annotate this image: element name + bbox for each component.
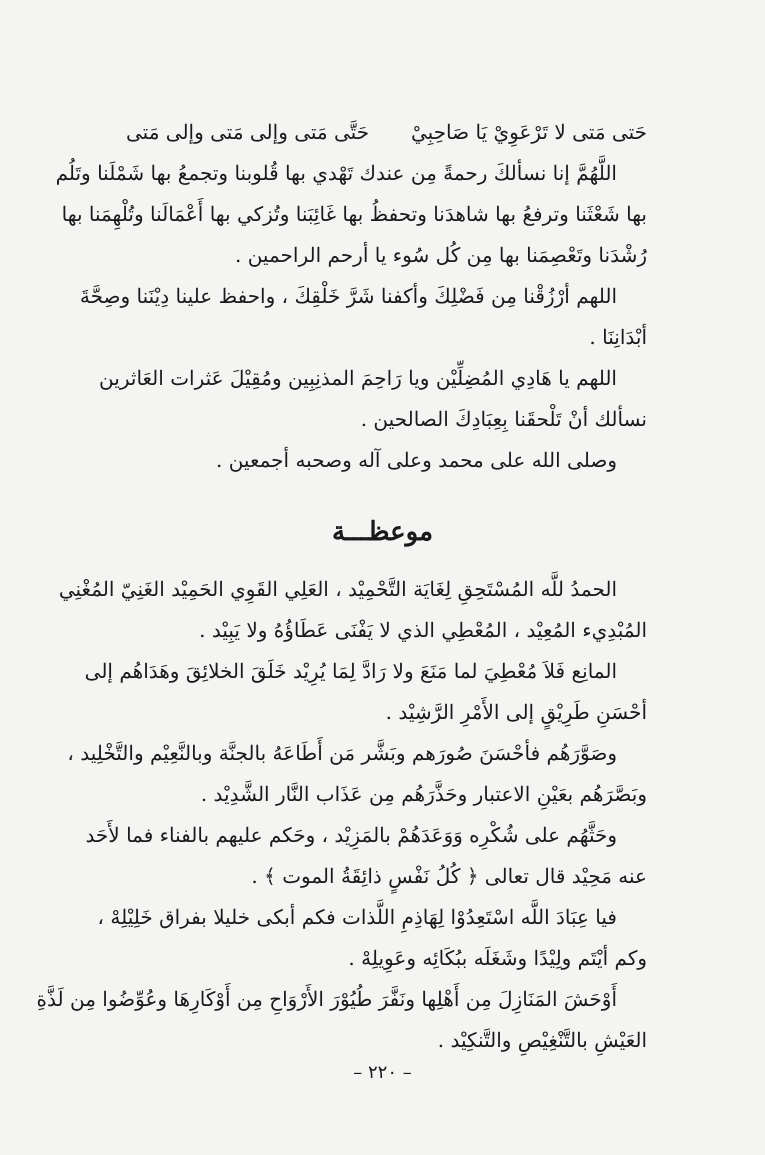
sermon-paragraph (97, 897, 647, 979)
prayer-paragraph (99, 358, 647, 440)
text-line: عنه مَحِيْد قال تعالى ﴿ كُلُ نَفْسٍ ذائِقَةُ الموت ﴾ . (251, 864, 647, 888)
poem-left-hemistich: حَتَّى مَتى وإلى مَتى وإلى مَتى (126, 120, 370, 144)
page-number: – ٢٢٠ – (353, 1062, 412, 1083)
text-line: المُبْدِيء المُعِيْد ، المُعْطِي الذي لا يَفْنَى عَطَاؤُهُ ولا يَبِيْد . (199, 618, 647, 642)
sermon-paragraph (58, 569, 647, 651)
prayer-paragraph (79, 276, 647, 358)
prayer-section (55, 153, 647, 481)
text-line: أبْدَانِنَا . (589, 325, 647, 349)
sermon-paragraph (85, 815, 647, 897)
text-line: اللَّهُمَّ إنا نسألكَ رحمةً مِن عندك تَهْدي بها قُلوبنا وتجمعُ بها شَمْلَنا وتَلُم (55, 161, 617, 185)
sermon-section (36, 569, 647, 1061)
text-line: المانِع فَلاَ مُعْطِيَ لما مَنَعَ ولا رَادَّ لِمَا يُرِيْد خَلَقَ الخلائِقَ وهَدَاهُم إلى (84, 659, 617, 683)
poem-verse (118, 112, 647, 153)
text-line: نسألك أنْ تَلْحقَنا بِعِبَادِكَ الصالحين . (360, 407, 647, 431)
text-line: الحمدُ للَّه المُسْتَحِقِ لِغَايَة التَّحْمِيْد ، العَلِي القَوِي الحَمِيْد الغَنِيّ المُغْنِي (58, 577, 617, 601)
prayer-paragraph (55, 153, 647, 276)
text-line: وحَثَّهُم على شُكْرِه وَوَعَدَهُمْ بالمَزِيْد ، وحَكم عليهم بالفناء فما لأَحَد (85, 823, 617, 847)
poem-right-hemistich: حَتى مَتى لا تَرْعَوِيْ يَا صَاحِبِيْ (410, 120, 647, 144)
text-line: وصلى الله على محمد وعلى آله وصحبه أجمعين . (215, 448, 617, 472)
text-line: اللهم أرْزُقْنا مِن فَضْلِكَ وأكفنا شَرَّ خَلْقِكَ ، واحفظ علينا دِيْنَنا وصِحَّةَ (79, 284, 617, 308)
text-line: وصَوَّرَهُم فأحْسَنَ صُورَهم وبَشَّر مَن أَطَاعَهُ بالجنَّة وبالنَّعِيْم والتَّخْلِيد ، (67, 741, 617, 765)
text-line: رُشْدَنا وتَعْصِمَنا بها مِن كُل سُوء يا أرحم الراحمين . (234, 243, 647, 267)
text-line: اللهم يا هَادِي المُضِلِّيْن ويا رَاحِمَ المذنِبِين ومُقِيْلَ عَثرات العَاثرين (99, 366, 617, 390)
text-line: بها شَعْثَنا وترفعُ بها شاهدَنا وتحفظُ بها غَائِبَنا وتُزكي بها أَعْمَالَنا وتُلْهِمَنا بها (61, 202, 647, 226)
text-line: فيا عِبَادَ اللَّه اسْتَعِدُوْا لِهَاذِمِ اللَّذات فكم أبكى خليلا بفراق خَلِيْلِهْ ، (97, 905, 617, 929)
text-line: العَيْشِ بالتَّنْغِيْصِ والتَّنكِيْد . (437, 1028, 647, 1052)
text-line: وبَصَّرَهُم بعَيْنِ الاعتبار وحَذَّرَهُم مِن عَذَاب النَّار الشَّدِيْد . (200, 782, 647, 806)
prayer-paragraph (118, 440, 647, 481)
sermon-paragraph (84, 651, 647, 733)
text-line: أحْسَنِ طَرِيْقٍ إلى الأَمْرِ الرَّشِيْد . (385, 700, 647, 724)
text-line: وكم أيْتَم ولِيْدًا وشَغَلَه ببُكَائِه وعَوِيلِهْ . (348, 946, 647, 970)
sermon-paragraph (67, 733, 647, 815)
text-line: أَوْحَشَ المَنَازِلَ مِن أَهْلِها ونَفَّرَ طُيُوْرَ الأَرْوَاحِ مِن أَوْكَارِهَا وعُوِّضُوا مِن لَذَّةِ (36, 987, 617, 1011)
sermon-paragraph (36, 979, 647, 1061)
section-heading: موعظـــة (332, 517, 433, 547)
